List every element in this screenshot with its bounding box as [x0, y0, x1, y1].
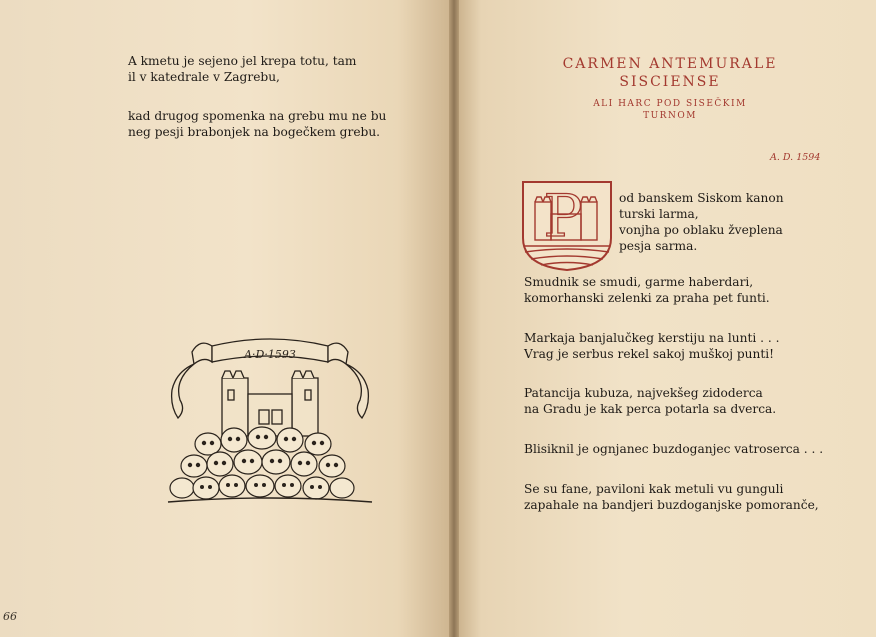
- right-stanza-3: [524, 330, 780, 362]
- right-stanza-6: [524, 481, 819, 513]
- right-page: [456, 0, 876, 637]
- text-line: zapahale na bandjeri buzdoganjske pomoranče,: [524, 498, 819, 512]
- text-line: Blisiknil je ognjanec buzdoganjec vatroserca . . .: [524, 442, 824, 456]
- poem-subtitle-line-2: TURNOM: [643, 111, 697, 121]
- right-stanza-1: [619, 190, 784, 254]
- text-line: Se su fane, paviloni kak metuli vu gunguli: [524, 482, 784, 496]
- poem-title-line-2: SISCIENSE: [619, 74, 721, 90]
- text-line: Patancija kubuza, najvekšeg zidoderca: [524, 386, 763, 400]
- right-stanza-2: [524, 274, 770, 306]
- skull-pile-emblem: [160, 328, 380, 514]
- text-line: Smudnik se smudi, garme haberdari,: [524, 275, 754, 289]
- text-line: Markaja banjalučkeg kerstiju na lunti . . .: [524, 331, 780, 345]
- text-line: A kmetu je sejeno jel krepa totu, tam: [128, 54, 357, 68]
- initial-letter: P: [543, 182, 583, 250]
- text-line: kad drugog spomenka na grebu mu ne bu: [128, 109, 387, 123]
- text-line: Vrag je serbus rekel sakoj muškoj punti!: [524, 347, 775, 361]
- right-stanza-4: [524, 385, 776, 417]
- text-line: na Gradu je kak perca potarla sa dverca.: [524, 402, 777, 416]
- page-number: 66: [3, 610, 17, 623]
- left-stanza-2: [128, 108, 386, 140]
- left-stanza-1: [128, 53, 356, 85]
- text-line: od banskem Siskom kanon: [619, 191, 784, 205]
- text-line: turski larma,: [619, 207, 699, 221]
- text-line: neg pesji brabonjek na bogečkem grebu.: [128, 125, 381, 139]
- poem-title-line-1: CARMEN ANTEMURALE: [562, 56, 778, 72]
- text-line: komorhanski zelenki za praha pet funti.: [524, 291, 770, 305]
- right-stanza-5: [524, 441, 823, 457]
- text-line: vonjha po oblaku žveplena: [619, 223, 783, 237]
- illuminated-initial: [521, 180, 613, 272]
- poem-subtitle-line-1: ALI HARC POD SISEČKIM: [593, 99, 747, 109]
- text-line: il v katedrale v Zagrebu,: [128, 70, 280, 84]
- text-line: pesja sarma.: [619, 239, 698, 253]
- emblem-inscription: A·D·1593: [244, 348, 296, 361]
- poem-date: A. D. 1594: [770, 152, 821, 163]
- book-gutter: [449, 0, 459, 637]
